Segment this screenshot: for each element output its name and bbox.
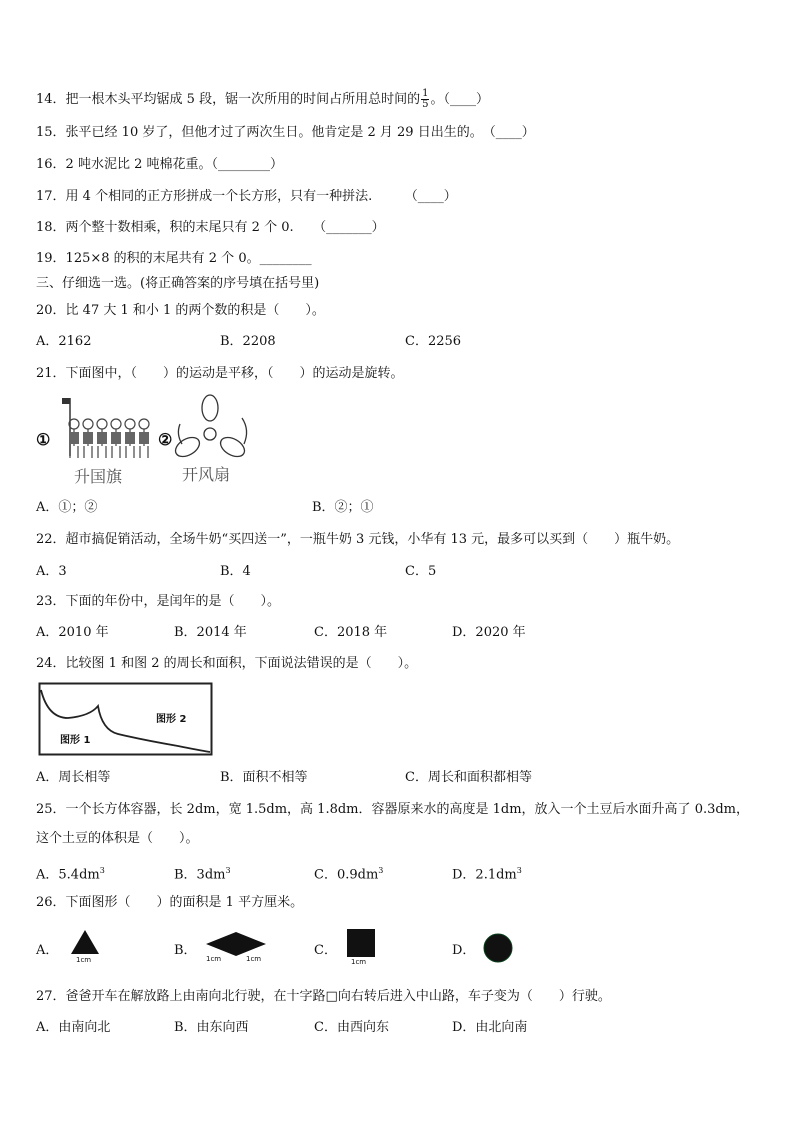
q23-option-c: C．2018 年 <box>314 625 388 640</box>
q25-option-c <box>314 862 383 884</box>
flag-raising-picture <box>34 394 164 486</box>
picture-2-marker: ② <box>158 430 173 449</box>
circle-icon <box>483 933 513 963</box>
q22-option-c: C．5 <box>405 564 437 579</box>
question-16: 16．2 吨水泥比 2 吨棉花重。（________） <box>36 157 283 172</box>
picture-1-marker: ① <box>36 430 51 449</box>
square-shape <box>346 928 378 968</box>
question-15: 15．张平已经 10 岁了，但他才过了两次生日。他肯定是 2 月 29 日出生的。 （____） <box>36 125 535 140</box>
q26-option-b: B． <box>174 943 197 958</box>
q20-option-c: C．2256 <box>405 334 462 349</box>
question-23: 23．下面的年份中，是闰年的是（ ）。 <box>36 594 281 609</box>
two-shapes-rectangle-diagram <box>38 682 214 758</box>
section-3-heading: 三、仔细选一选。(将正确答案的序号填在括号里) <box>36 276 320 291</box>
question-25-line-1: 25．一个长方体容器，长 2dm，宽 1.5dm，高 1.8dm．容器原来水的高度是 1dm，放入一个土豆后水面升高了 0.3dm， <box>36 802 750 817</box>
question-27: 27．爸爸开车在解放路上由南向北行驶，在十字路□向右转后进入中山路，车子变为（ ）行驶。 <box>36 989 611 1004</box>
q27-option-a: A．由南向北 <box>36 1020 111 1035</box>
q27-option-b: B．由东向西 <box>174 1020 249 1035</box>
question-22: 22．超市搞促销活动，全场牛奶“买四送一”，一瓶牛奶 3 元钱，小华有 13 元，最多可以买到（ ）瓶牛奶。 <box>36 532 680 547</box>
q24-option-a: A．周长相等 <box>36 770 111 785</box>
question-14-blank: 。（____） <box>430 92 489 107</box>
q25-option-d <box>452 862 522 884</box>
q24-option-b: B．面积不相等 <box>220 770 308 785</box>
square-icon <box>346 928 376 958</box>
question-26: 26．下面图形（ ）的面积是 1 平方厘米。 <box>36 895 304 910</box>
q23-option-b: B．2014 年 <box>174 625 247 640</box>
q25-option-d-text: D．2.1dm <box>452 867 517 883</box>
fan-picture <box>156 394 266 486</box>
q25-option-a-text: A．5.4dm <box>36 867 100 883</box>
triangle-1cm-label: 1cm <box>76 956 92 964</box>
figure-2-label: 图形 2 <box>156 714 187 725</box>
question-21: 21．下面图中，（ ）的运动是平移，（ ）的运动是旋转。 <box>36 366 404 381</box>
q20-option-b: B．2208 <box>220 334 276 349</box>
question-18: 18．两个整十数相乘，积的末尾只有 2 个 0. （_______） <box>36 220 385 235</box>
q25-option-a <box>36 862 105 884</box>
q20-option-a: A．2162 <box>36 334 92 349</box>
picture-2-caption: 开风扇 <box>182 465 231 484</box>
shapes-figure <box>38 682 214 758</box>
q25-option-c-text: C．0.9dm <box>314 867 379 883</box>
question-14-text: 14．把一根木头平均锯成 5 段，锯一次所用的时间占所用总时间的 <box>36 92 421 107</box>
q26-option-d: D． <box>452 943 476 958</box>
rhombus-1cm-label-left: 1cm <box>206 955 222 963</box>
picture-1-caption: 升国旗 <box>74 467 123 486</box>
unit-superscript: 3 <box>225 866 231 875</box>
triangle-icon <box>68 928 102 956</box>
q25-option-b <box>174 862 231 884</box>
unit-superscript: 3 <box>516 866 522 875</box>
unit-superscript: 3 <box>378 866 384 875</box>
rotating-fan-icon <box>174 394 264 464</box>
fraction-numerator: 1 <box>422 88 429 99</box>
q23-option-a: A．2010 年 <box>36 625 109 640</box>
q24-option-c: C．周长和面积都相等 <box>405 770 532 785</box>
question-14 <box>36 89 489 110</box>
q21-option-a: A．①；② <box>36 500 98 515</box>
q22-option-b: B．4 <box>220 564 251 579</box>
q26-option-a: A． <box>36 943 59 958</box>
q27-option-c: C．由西向东 <box>314 1020 389 1035</box>
unit-superscript: 3 <box>99 866 105 875</box>
circle-shape <box>483 933 515 965</box>
q26-option-c: C． <box>314 943 337 958</box>
rhombus-1cm-label-right: 1cm <box>246 955 262 963</box>
children-raising-flag-icon <box>34 394 164 464</box>
q27-option-d: D．由北向南 <box>452 1020 528 1035</box>
fraction-denominator: 5 <box>422 99 429 110</box>
rhombus-icon <box>204 930 268 958</box>
q23-option-d: D．2020 年 <box>452 625 526 640</box>
question-19: 19．125×8 的积的末尾共有 2 个 0。________ <box>36 251 312 266</box>
figure-1-label: 图形 1 <box>60 735 91 746</box>
q22-option-a: A．3 <box>36 564 67 579</box>
question-20: 20．比 47 大 1 和小 1 的两个数的积是（ ）。 <box>36 303 325 318</box>
rhombus-shape <box>204 930 268 966</box>
fraction-one-fifth <box>421 89 429 110</box>
question-24: 24．比较图 1 和图 2 的周长和面积，下面说法错误的是（ ）。 <box>36 656 418 671</box>
question-25-line-2: 这个土豆的体积是（ ）。 <box>36 831 199 846</box>
question-17: 17．用 4 个相同的正方形拼成一个长方形，只有一种拼法. （____） <box>36 189 457 204</box>
square-1cm-label: 1cm <box>351 958 367 966</box>
triangle-shape <box>68 928 102 966</box>
q25-option-b-text: B．3dm <box>174 867 226 883</box>
q21-option-b: B．②；① <box>312 500 374 515</box>
